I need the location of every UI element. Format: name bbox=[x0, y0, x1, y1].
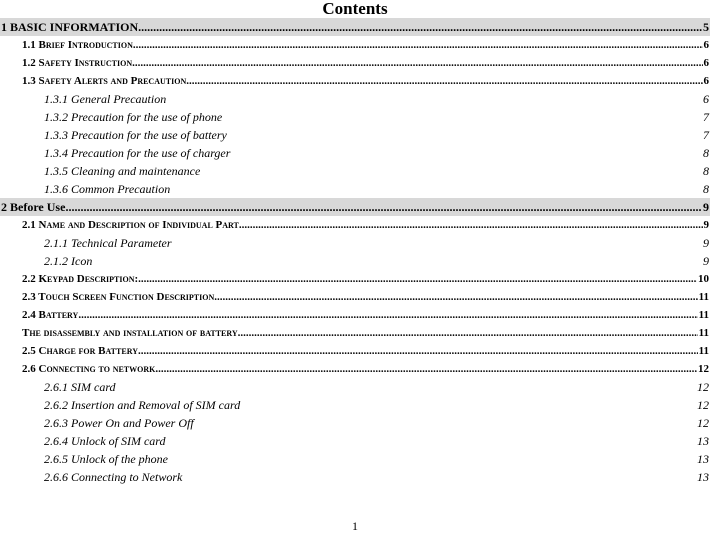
toc-entry[interactable] bbox=[0, 270, 710, 288]
toc-entry[interactable] bbox=[0, 180, 710, 198]
toc-entry-page: 7 bbox=[703, 128, 709, 142]
toc-entry-page: 5 bbox=[703, 20, 709, 34]
toc-entry[interactable] bbox=[0, 360, 710, 378]
toc-entry[interactable] bbox=[0, 288, 710, 306]
toc-entry-title: 2.6.6 Connecting to Network bbox=[44, 470, 183, 484]
toc-entry-title: 2.6.5 Unlock of the phone bbox=[44, 452, 168, 466]
toc-entry-title: 2.6.2 Insertion and Removal of SIM card bbox=[44, 398, 241, 412]
toc-entry-page: 13 bbox=[697, 470, 709, 484]
toc-entry[interactable] bbox=[0, 252, 710, 270]
toc-entry-title: 1.3.3 Precaution for the use of battery bbox=[44, 128, 227, 142]
toc-entry-page: 11 bbox=[698, 291, 709, 303]
toc-entry[interactable] bbox=[0, 432, 710, 450]
toc-entry[interactable] bbox=[0, 396, 710, 414]
dot-leader bbox=[138, 342, 698, 360]
page-number: 1 bbox=[352, 519, 358, 533]
toc-entry[interactable] bbox=[0, 126, 710, 144]
toc-entry-page: 9 bbox=[703, 236, 709, 250]
toc-entry-page: 8 bbox=[703, 182, 709, 196]
toc-entry[interactable] bbox=[0, 108, 710, 126]
toc-entry[interactable] bbox=[0, 144, 710, 162]
dot-leader bbox=[186, 72, 702, 90]
toc-entry[interactable] bbox=[0, 72, 710, 90]
toc-entry-title: 1.3.4 Precaution for the use of charger bbox=[44, 146, 231, 160]
toc-entry[interactable] bbox=[0, 162, 710, 180]
dot-leader bbox=[133, 36, 703, 54]
toc-entry-title: 2.6 Connecting to network bbox=[22, 363, 156, 375]
toc-entry-title: 2.4 Battery bbox=[22, 309, 79, 321]
table-of-contents bbox=[0, 18, 710, 486]
toc-entry-page: 8 bbox=[703, 164, 709, 178]
dot-leader bbox=[238, 324, 698, 342]
dot-leader bbox=[239, 216, 703, 234]
toc-entry-page: 7 bbox=[703, 110, 709, 124]
toc-entry-title: 1 BASIC INFORMATION bbox=[1, 20, 139, 34]
toc-entry-page: 13 bbox=[697, 434, 709, 448]
dot-leader bbox=[214, 288, 697, 306]
toc-entry-title: 1.1 Brief Introduction bbox=[22, 39, 133, 51]
toc-entry-page: 9 bbox=[703, 200, 709, 214]
toc-entry-page: 12 bbox=[697, 398, 709, 412]
toc-entry-page: 11 bbox=[698, 309, 709, 321]
toc-entry-title: 2.1.1 Technical Parameter bbox=[44, 236, 172, 250]
dot-leader bbox=[155, 360, 697, 378]
toc-entry[interactable] bbox=[0, 36, 710, 54]
toc-entry-title: 1.3.2 Precaution for the use of phone bbox=[44, 110, 223, 124]
toc-entry-title: 2.3 Touch Screen Function Description bbox=[22, 291, 215, 303]
toc-entry[interactable] bbox=[0, 198, 710, 216]
toc-entry-title: 2.1 Name and Description of Individual Part bbox=[22, 219, 239, 231]
dot-leader bbox=[65, 198, 702, 216]
dot-leader bbox=[138, 270, 697, 288]
toc-entry[interactable] bbox=[0, 468, 710, 486]
toc-entry[interactable] bbox=[0, 90, 710, 108]
toc-entry-page: 11 bbox=[698, 327, 709, 339]
toc-entry-page: 6 bbox=[703, 57, 709, 69]
toc-entry-page: 11 bbox=[698, 345, 709, 357]
toc-entry-page: 12 bbox=[697, 416, 709, 430]
toc-entry-title: 2.6.1 SIM card bbox=[44, 380, 116, 394]
toc-entry-page: 12 bbox=[697, 380, 709, 394]
toc-entry[interactable] bbox=[0, 234, 710, 252]
toc-entry[interactable] bbox=[0, 414, 710, 432]
toc-entry-page: 6 bbox=[703, 39, 709, 51]
toc-entry-title: The disassembly and installation of battery bbox=[22, 327, 238, 339]
toc-entry-title: 1.2 Safety Instruction bbox=[22, 57, 133, 69]
contents-title: Contents bbox=[322, 0, 388, 18]
toc-entry-title: 2.6.4 Unlock of SIM card bbox=[44, 434, 166, 448]
toc-entry-page: 9 bbox=[703, 219, 709, 231]
toc-entry[interactable] bbox=[0, 18, 710, 36]
toc-entry-page: 6 bbox=[703, 75, 709, 87]
dot-leader bbox=[132, 54, 702, 72]
toc-entry[interactable] bbox=[0, 216, 710, 234]
dot-leader bbox=[78, 306, 697, 324]
toc-entry[interactable] bbox=[0, 306, 710, 324]
toc-entry-page: 10 bbox=[698, 273, 709, 285]
toc-entry-title: 1.3 Safety Alerts and Precaution bbox=[22, 75, 187, 87]
toc-entry-page: 12 bbox=[698, 363, 709, 375]
toc-entry-title: 2.6.3 Power On and Power Off bbox=[44, 416, 194, 430]
toc-entry[interactable] bbox=[0, 378, 710, 396]
toc-entry-title: 2.5 Charge for Battery bbox=[22, 345, 138, 357]
toc-entry-title: 2.1.2 Icon bbox=[44, 254, 93, 268]
toc-entry-page: 9 bbox=[703, 254, 709, 268]
toc-entry-title: 1.3.5 Cleaning and maintenance bbox=[44, 164, 201, 178]
toc-entry[interactable] bbox=[0, 54, 710, 72]
toc-entry[interactable] bbox=[0, 324, 710, 342]
toc-entry-title: 2 Before Use bbox=[1, 200, 66, 214]
dot-leader bbox=[138, 18, 702, 36]
toc-entry-page: 13 bbox=[697, 452, 709, 466]
toc-entry-title: 1.3.6 Common Precaution bbox=[44, 182, 171, 196]
toc-entry-title: 2.2 Keypad Description: bbox=[22, 273, 139, 285]
toc-entry[interactable] bbox=[0, 342, 710, 360]
toc-entry-title: 1.3.1 General Precaution bbox=[44, 92, 167, 106]
toc-entry-page: 6 bbox=[703, 92, 709, 106]
toc-entry[interactable] bbox=[0, 450, 710, 468]
toc-entry-page: 8 bbox=[703, 146, 709, 160]
